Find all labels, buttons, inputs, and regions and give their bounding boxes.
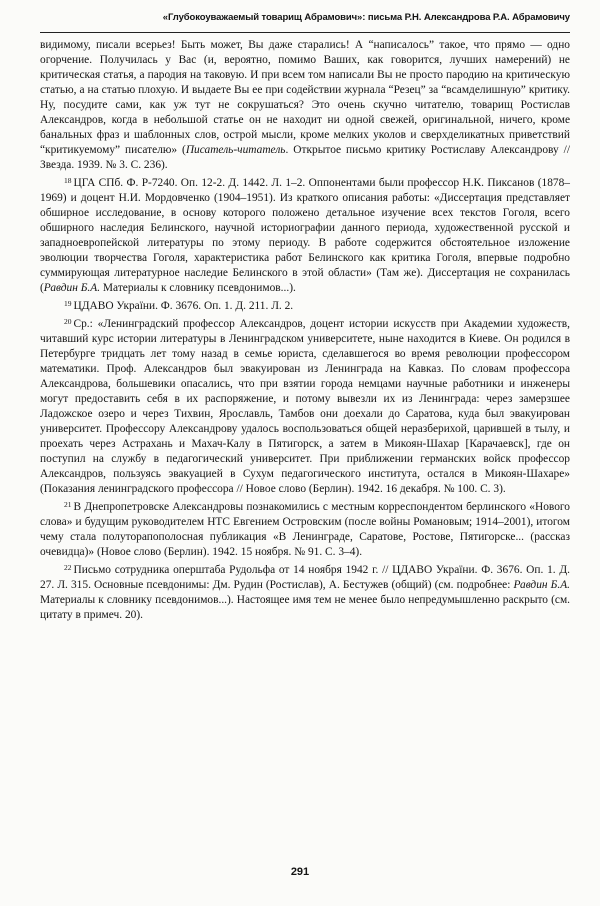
- running-header: «Глубокоуважаемый товарищ Абрамович»: письма Р.Н. Александрова Р.А. Абрамовичу: [162, 12, 570, 23]
- footnote-number: 18: [64, 176, 72, 185]
- footnote-19: $^{19}$ ЦДАВО України. Ф. 3676. Оп. 1. Д. 211. Л. 2.: [64, 299, 294, 312]
- footnote-21: $^{21}$ В Днепропетровске Александровы познакомились с местным корреспондентом берлинского «Нового слова» и будущим руководителем НТС Евгением Островским (после войны Романовым; 1914–2001), итогом чему стала полуторапополосная публикация «В Ленинграде, Саратове, Ростове, Пятигорске... (рассказ очевидца)» (Новое слово (Берлин). 1942. 15 ноября. № 91. С. 3–4).: [40, 500, 570, 558]
- page-number: 291: [290, 866, 310, 878]
- footnotes-body: [40, 38, 570, 623]
- footnote-continuation: видимому, писали всерьез! Быть может, Вы даже старались! А “написалось” такое, что прямо — одно огорчение. Получилась у Вас (и, вероятно, помимо Ваших, как говорится, лучших намерений) не критическая статья, а пародия на таковую. И при всем том написали Вы не просто пародию на критическую статью, а на статью плохую. И выдаете Вы ее при содействии журнала “Резец” за “всамделишную” критику. Ну, посудите сами, как уж тут не сокрушаться? Это очень скучно читателю, товарищ Ростислав Александров, когда в небольшой статье он не находит ни одной свежей, оригинальной, ничего, кроме банальных фраз и шаблонных слов, острой мысли, кроме мелких уколов и сверхделикатных приветствий “критикуемому” писателю» (Писатель-читатель. Открытое письмо критику Ростиславу Александрову // Звезда. 1939. № 3. С. 236).: [40, 39, 571, 171]
- footnote-number: 19: [64, 299, 72, 308]
- header-rule: [40, 32, 570, 33]
- footnote-18: $^{18}$ ЦГА СПб. Ф. Р-7240. Оп. 12-2. Д. 1442. Л. 1–2. Оппонентами были профессор Н.К. Пиксанов (1878–1969) и доцент Н.И. Мордовченко (1904–1951). Из краткого описания работы: «Диссертация представляет обширное исследование, в основу которого положено детальное изучение всех текстов Гоголя, всего обширного наследия Белинского, научной историографии данного периода, художественной русской и западноевропейской литературы по этому периоду. В работе содержится обстоятельное изложение эволюции творчества Гоголя, характеристика работ Белинского как критика Гоголя, впервые подробно суммирующая литературное наследие Белинского в этой области» (Там же). Диссертация не сохранилась (Равдин Б.А. Материалы к словнику псевдонимов...).: [40, 176, 570, 294]
- footnote-number: 20: [64, 317, 72, 326]
- footnote-20: $^{20}$ Ср.: «Ленинградский профессор Александров, доцент истории искусств при Академии художеств, читавший курс истории литературы в Ленинградском университете, ныне находится в Киеве. Он родился в Петербурге тридцать лет тому назад в семье юриста, сделавшегося во время революции профессором математики. Проф. Александров был эвакуирован из Ленинграда на Кавказ. По словам профессора Александрова, большевики опасались, что при взятии города немцами научные работники и инженеры могут предоставить себя в их распоряжение, и потому вывезли их из Ленинграда: через замерзшее Ладожское озеро и через Тихвин, Ярославль, Тамбов они доехали до Саратова, куда был эвакуирован университет. Профессору Александрову удалось воспользоваться общей неразберихой, царившей в тылу, и проехать через Астрахань и Махач-Калу в Пятигорск, а затем в Микоян-Шахар [Карачаевск], где он поступил на службу в педагогический университет. При приближении германских войск профессор Александров, пользуясь эвакуацией в Сухум педагогического института, остался в Микоян-Шахаре» (Показания ленинградского профессора // Новое слово (Берлин). 1942. 16 декабря. № 100. С. 3).: [40, 317, 570, 495]
- footnote-number: 22: [64, 563, 72, 572]
- footnote-number: 21: [64, 500, 72, 509]
- footnote-22: $^{22}$ Письмо сотрудника оперштаба Рудольфа от 14 ноября 1942 г. // ЦДАВО України. Ф. 3676. Оп. 1. Д. 27. Л. 315. Основные псевдонимы: Дм. Рудин (Ростислав), А. Бестужев (общий) (см. подробнее: Равдин Б.А. Материалы к словнику псевдонимов...). Настоящее имя тем не менее было непредумышленно раскрыто (см. цитату в примеч. 20).: [40, 563, 570, 621]
